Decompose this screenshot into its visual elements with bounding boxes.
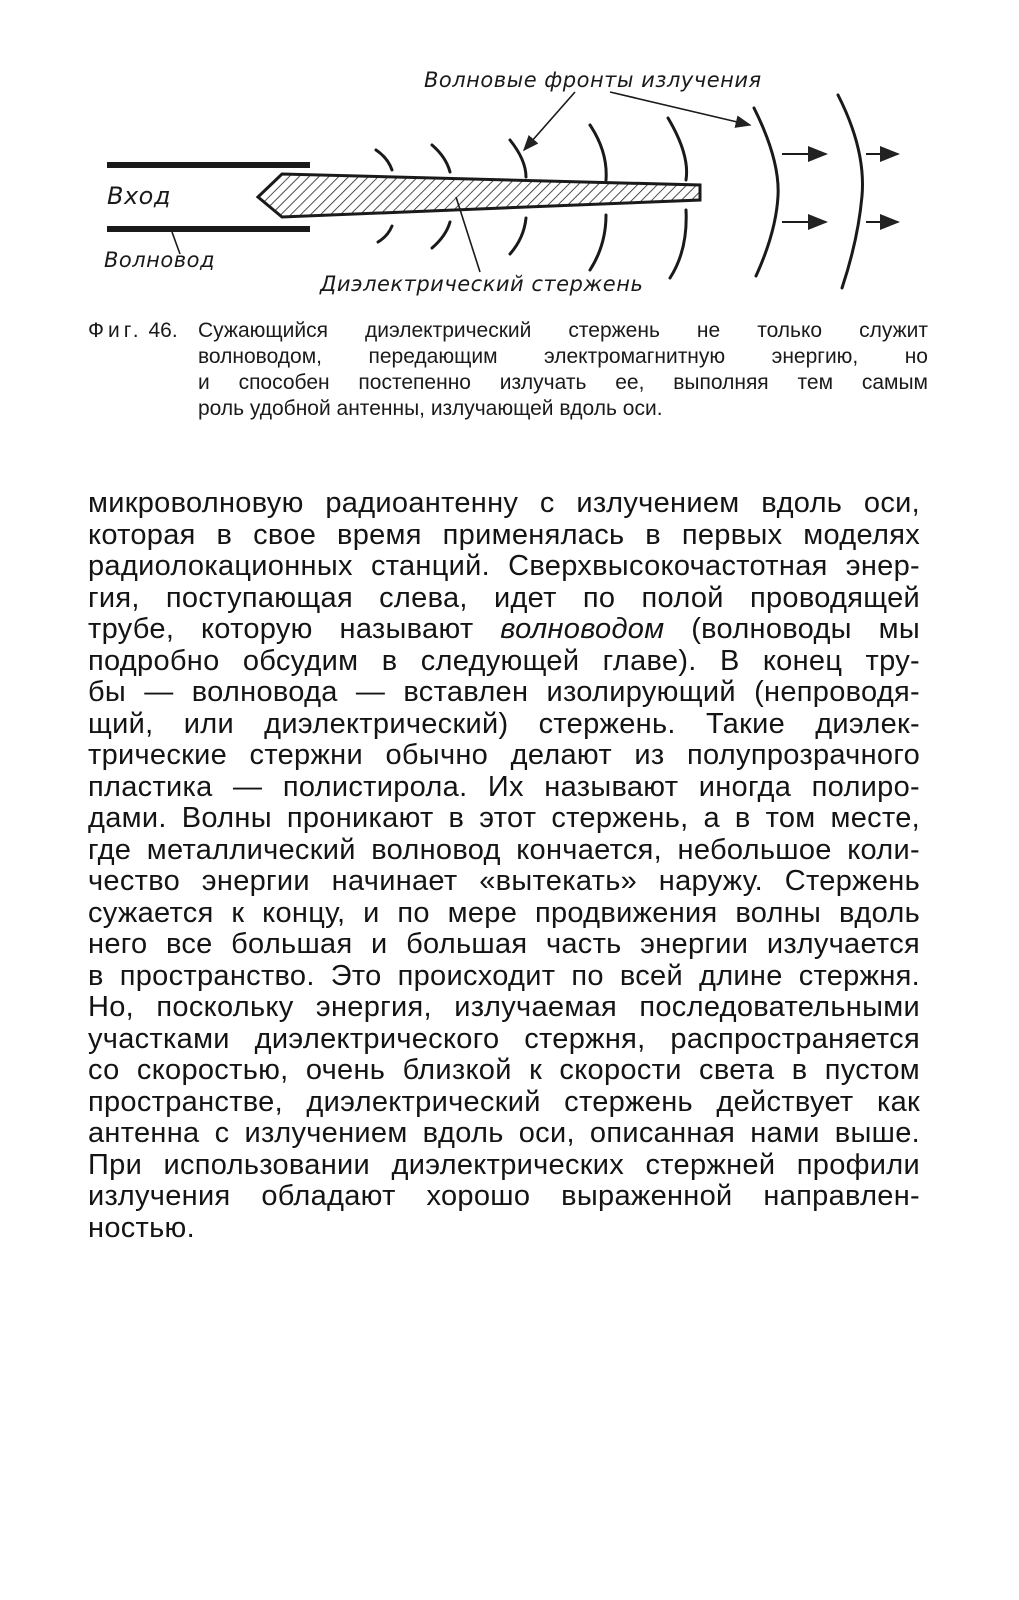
caption-line: и способен постепенно излучать ее, выполняя тем самым bbox=[198, 371, 928, 394]
wavefronts-label: Волновые фронты излучения bbox=[424, 68, 762, 92]
text-line: сужается к концу, и по мере продвижения волны вдоль bbox=[88, 896, 920, 929]
text-line: со скоростью, очень близкой к скорости света в пустом bbox=[88, 1054, 920, 1086]
waveguide-label: Волновод bbox=[104, 248, 215, 272]
text-line: При использовании диэлектрических стержней профили bbox=[88, 1148, 920, 1181]
body-paragraph bbox=[88, 488, 920, 1244]
text-line: Но, поскольку энергия, излучаемая последовательными bbox=[88, 991, 920, 1023]
text-line: пространстве, диэлектрический стержень действует как bbox=[88, 1085, 920, 1118]
text-line: пластика — полистирола. Их называют иногда полиро- bbox=[88, 770, 920, 803]
input-label: Вход bbox=[107, 182, 171, 210]
text-line: щий, или диэлектрический) стержень. Такие диэлек- bbox=[88, 707, 920, 740]
text-line: антенна с излучением вдоль оси, описанная нами выше. bbox=[88, 1117, 920, 1149]
text-line: дами. Волны проникают в этот стержень, а в том месте, bbox=[88, 802, 920, 834]
caption-figure-number: Фиг. 46. bbox=[88, 319, 178, 342]
text-line: участками диэлектрического стержня, распространяется bbox=[88, 1022, 920, 1055]
caption-line: роль удобной антенны, излучающей вдоль оси. bbox=[198, 397, 663, 420]
caption-line: Сужающийся диэлектрический стержень не только служит bbox=[198, 319, 928, 342]
propagation-arrows bbox=[782, 154, 898, 222]
text-line: него все большая и большая часть энергии излучается bbox=[88, 928, 920, 960]
text-line: микроволновую радиоантенну с излучением вдоль оси, bbox=[88, 487, 920, 519]
figure-46 bbox=[0, 0, 1019, 320]
italic-term: волноводом bbox=[500, 613, 665, 645]
rod-label: Диэлектрический стержень bbox=[320, 272, 644, 296]
text-line: ностью. bbox=[88, 1211, 195, 1244]
text-line: чество энергии начинает «вытекать» наружу. Стержень bbox=[88, 865, 920, 897]
text-line: где металлический волновод кончается, небольшое коли- bbox=[88, 833, 920, 866]
text-line: подробно обсудим в следующей главе). В конец тру- bbox=[88, 644, 920, 677]
figure-caption bbox=[88, 318, 928, 422]
text-line: гия, поступающая слева, идет по полой проводящей bbox=[88, 581, 920, 614]
text-line: трические стержни обычно делают из полупрозрачного bbox=[88, 739, 920, 771]
dielectric-rod bbox=[258, 174, 700, 217]
text-line: которая в свое время применялась в первых моделях bbox=[88, 518, 920, 551]
text-line: в пространство. Это происходит по всей длине стержня. bbox=[88, 959, 920, 992]
text-line: излучения обладают хорошо выраженной направлен- bbox=[88, 1180, 920, 1212]
text-line: радиолокационных станций. Сверхвысокочастотная энер- bbox=[88, 550, 920, 582]
caption-line: волноводом, передающим электромагнитную энергию, но bbox=[198, 345, 928, 368]
text-line: бы — волновода — вставлен изолирующий (непроводя- bbox=[88, 676, 920, 708]
text-line: трубе, которую называют волноводом (волноводы мы bbox=[88, 613, 920, 645]
